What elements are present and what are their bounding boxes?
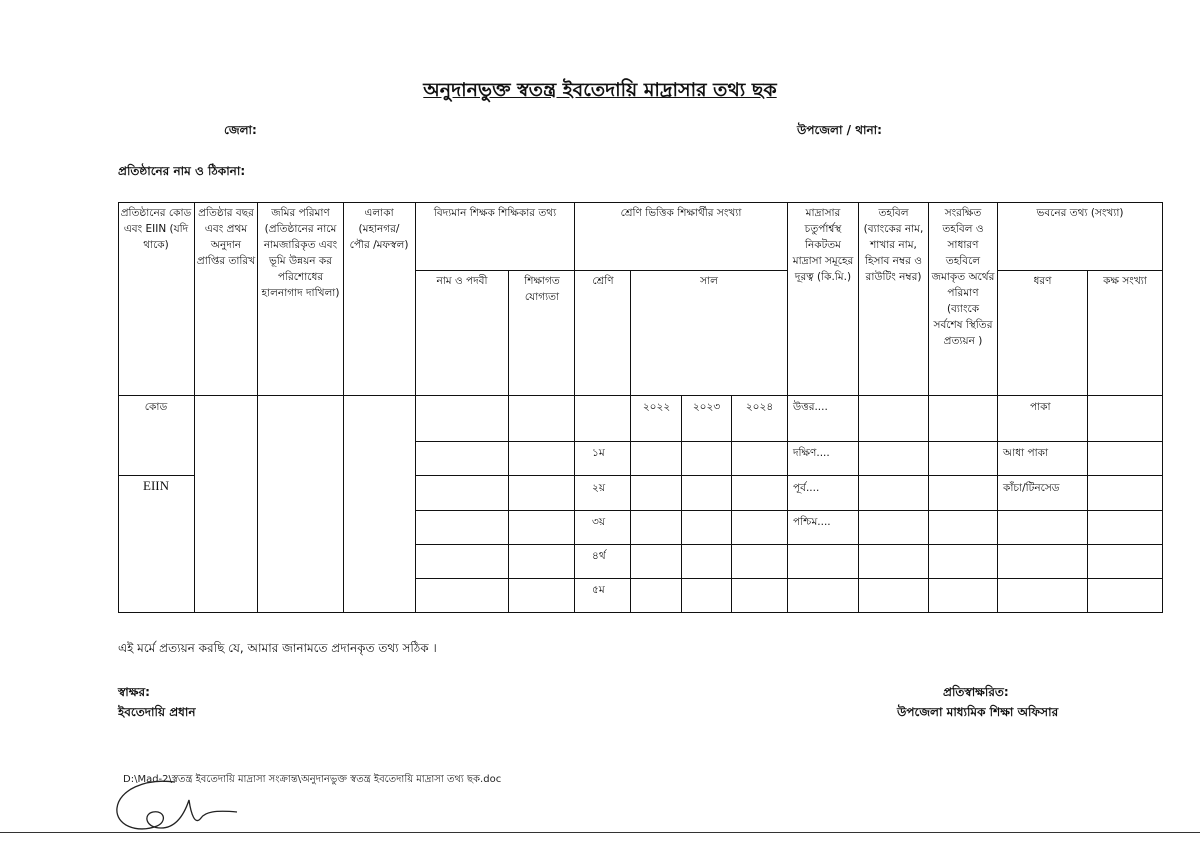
class-5: ৫ম (592, 584, 605, 596)
direction-south: দক্ষিণ.... (793, 447, 830, 459)
district-label: জেলা: (224, 123, 257, 137)
form-title: অনুদানভুক্ত স্বতন্ত্র ইবতেদায়ি মাদ্রাসার তথ্য ছক (423, 79, 777, 101)
footer-file-path: D:\Mad-2\স্বতন্ত্র ইবতেদায়ি মাদ্রাসা সংক্রান্ত\অনুদানভুক্ত স্বতন্ত্র ইবতেদায়ি মাদ্রাসা তথ্য ছক.doc (123, 774, 502, 785)
declaration-text: এই মর্মে প্রত্যয়ন করছি যে, আমার জানামতে প্রদানকৃত তথ্য সঠিক । (118, 641, 437, 655)
signature-role: ইবতেদায়ি প্রধান (118, 705, 196, 719)
header-teachers: বিদ্যমান শিক্ষক শিক্ষিকার তথ্য (433, 207, 557, 219)
institution-label: প্রতিষ্ঠানের নাম ও ঠিকানা: (118, 164, 246, 178)
header-reserve: সংরক্ষিত তহবিল ও সাধারণ তহবিলে জমাকৃত অর্থের পরিমাণ (ব্যাংকে সর্বশেষ স্থিতির প্রত্যয়ন ) (931, 207, 995, 347)
building-semi-pucca: আধা পাকা (1003, 447, 1049, 459)
header-land: জমির পরিমাণ (প্রতিষ্ঠানের নামে নামজারিকৃত এবং ভূমি উন্নয়ন কর পরিশোধের হালনাগাদ দাখিলা) (261, 207, 340, 299)
header-building-type: ধরণ (1033, 275, 1052, 287)
header-year-col: সাল (700, 275, 718, 287)
countersign-label: প্রতিস্বাক্ষরিত: (943, 685, 1009, 699)
header-year: প্রতিষ্ঠার বছর এবং প্রথম অনুদান প্রাপ্তির তারিখ (196, 207, 256, 267)
building-kacha: কাঁচা/টিনসেড (1003, 482, 1060, 494)
direction-west: পশ্চিম.... (793, 516, 831, 528)
page-bottom-rule (0, 832, 1200, 833)
header-code: প্রতিষ্ঠানের কোড এবং EIIN (যদি থাকে) (120, 207, 192, 251)
year-2022: ২০২২ (642, 401, 671, 413)
eiin-cell: EIIN (143, 478, 169, 493)
direction-north: উত্তর.... (793, 401, 828, 413)
code-cell: কোড (144, 401, 168, 413)
year-2023: ২০২৩ (692, 401, 721, 413)
header-area: এলাকা (মহানগর/ পৌর /মফস্বল) (349, 207, 409, 251)
header-class: শ্রেণি (592, 275, 614, 287)
header-madrasa-dist: মাদ্রাসার চতুর্পার্শ্বস্থ নিকটতম মাদ্রাসা সমূহের দূরত্ব (কি.মি.) (792, 207, 854, 283)
building-pucca: পাকা (1030, 401, 1051, 413)
class-4: ৪র্থ (592, 550, 606, 562)
handwritten-signature (105, 770, 245, 840)
header-building: ভবনের তথ্য (সংখ্যা) (1036, 207, 1124, 219)
class-1: ১ম (592, 447, 605, 459)
header-teacher-qual: শিক্ষাগত যোগ্যতা (524, 275, 560, 303)
upazila-label: উপজেলা / থানা: (797, 123, 882, 137)
countersign-role: উপজেলা মাধ্যমিক শিক্ষা অফিসার (897, 705, 1059, 719)
signature-label: স্বাক্ষর: (118, 685, 150, 699)
header-room-count: কক্ষ সংখ্যা (1103, 275, 1147, 287)
year-2024: ২০২৪ (745, 401, 774, 413)
class-3: ৩য় (592, 516, 606, 528)
direction-east: পূর্ব.... (793, 482, 820, 494)
header-fund: তহবিল (ব্যাংকের নাম, শাখার নাম, হিসাব নম্বর ও রাউটিং নম্বর) (863, 207, 924, 283)
class-2: ২য় (592, 482, 606, 494)
header-students: শ্রেণি ভিত্তিক শিক্ষার্থীর সংখ্যা (620, 207, 742, 219)
header-teacher-name: নাম ও পদবী (436, 275, 488, 287)
